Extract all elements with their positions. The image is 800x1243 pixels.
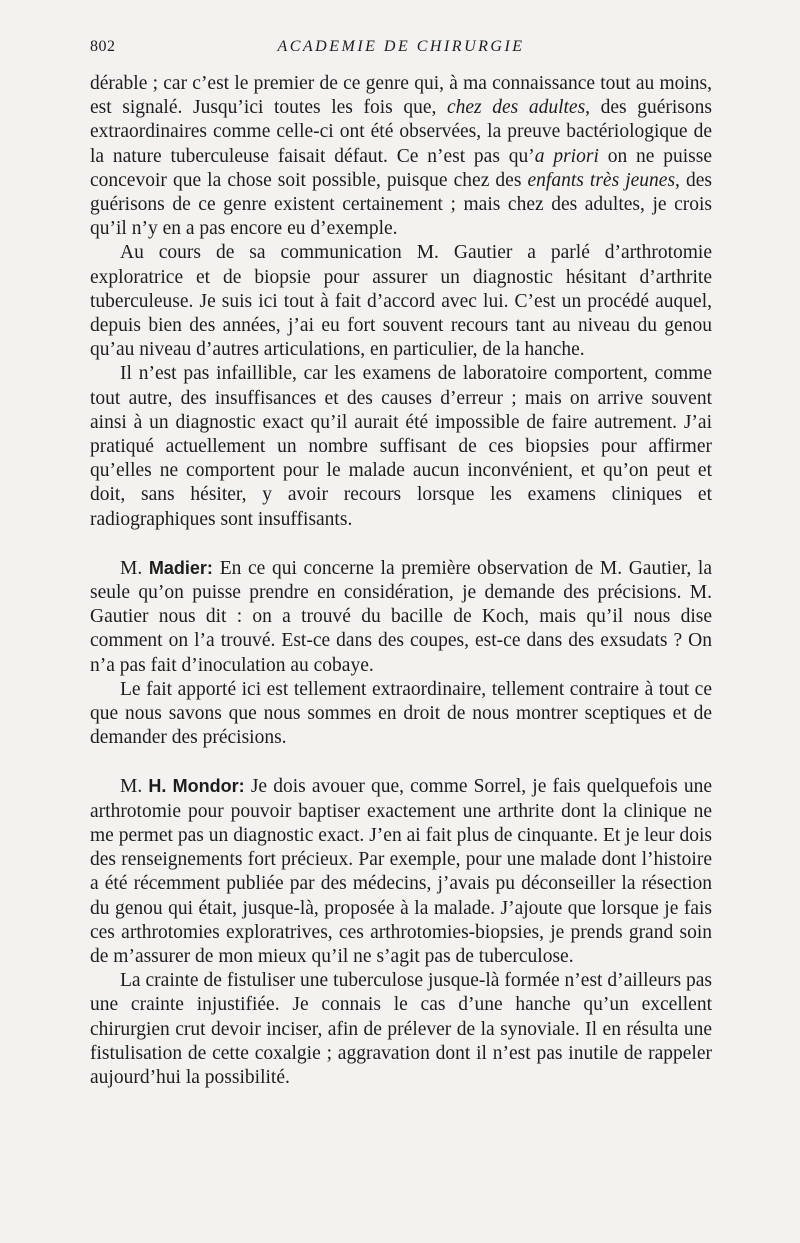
paragraph: Le fait apporté ici est tellement extraordinaire, tellement contraire à tout ce que nous savons que nous sommes en droit de nous montrer sceptiques et de demander des précisions.	[90, 678, 712, 749]
running-head: ACADEMIE DE CHIRURGIE	[277, 38, 525, 55]
speaker-text: Je dois avouer que, comme Sorrel, je fais quelquefois une arthrotomie pour pouvoir baptiser exactement une arthrite dont la clinique ne me permet pas un diagnostic exact. J’en ai fait plus de cinquante. Et je leur dois des renseignements fort précieux. Par exemple, pour une malade dont l’histoire a été récemment publiée par des médecins, j’avais pu déconseiller la résection du genou qui était, jusque-là, proposée à la malade. J’ajoute que lorsque je fais ces arthrotomies exploratrives, ces arthrotomies-biopsies, je prends grand soin de m’assurer de mon mieux qu’il ne s’agit pas de tuberculose.	[90, 776, 713, 967]
text-run: on ne puisse concevoir que la chose soit possible, puisque chez des	[90, 145, 712, 191]
speaker-text: En ce qui concerne la première observation de M. Gautier, la seule qu’on puisse prendre en considération, je demande des précisions. M. Gautier nous dit : on a trouvé du bacille de Koch, mais qu’il nous dise comment on l’a trouvé. Est-ce dans des coupes, est-ce dans des exsudats ? On n’a pas fait d’inoculation au cobaye.	[90, 557, 713, 676]
speaker-name: Madier	[148, 557, 207, 578]
paragraph: La crainte de fistuliser une tuberculose jusque-là formée n’est d’ailleurs pas une crainte injustifiée. Je connais le cas d’une hanche qu’un excellent chirurgien crut devoir inciser, afin de prélever de la synoviale. Il en résulta une fistulisation de cette coxalgie ; aggravation dont il n’est pas inutile de rappeler aujourd’hui la possibilité.	[90, 970, 712, 1088]
italic-run: chez des adultes	[446, 97, 586, 119]
text-run: dérable ; car c’est le premier de ce genre qui, à ma connaissance tout au moins, est signalé. Jusqu’ici toutes les fois que,	[90, 73, 712, 119]
speaker-paragraph	[90, 556, 712, 678]
text-run: , des guérisons extraordinaires comme celle-ci ont été observées, la preuve bactériologique de la nature tuberculeuse faisait défaut. Ce n’est pas qu’	[90, 97, 712, 167]
speaker-prefix: M.	[120, 776, 149, 798]
paragraph-continuation	[90, 72, 712, 241]
speaker-separator: :	[238, 776, 251, 797]
paragraph: Au cours de sa communication M. Gautier a parlé d’arthrotomie exploratrice et de biopsie pour assurer un diagnostic hésitant d’arthrite tuberculeuse. Je suis ici tout à fait d’accord avec lui. C’est un procédé auquel, depuis bien des années, j’ai eu fort souvent recours tant au niveau du genou qu’au niveau d’autres articulations, en particulier, de la hanche.	[90, 242, 712, 361]
speaker-prefix: M.	[120, 557, 149, 579]
italic-run: enfants très jeunes	[527, 169, 676, 191]
page-number: 802	[90, 38, 116, 55]
text-run: , des guérisons de ce genre existent certainement ; mais chez des adultes, je crois qu’il n’y en a pas encore eu d’exemple.	[90, 169, 712, 240]
italic-run: a priori	[534, 145, 599, 167]
speaker-name: H. Mondor	[148, 776, 239, 797]
speaker-separator: :	[206, 557, 220, 578]
paragraph: Il n’est pas infaillible, car les examens de laboratoire comportent, comme tout autre, des insuffisances et des causes d’erreur ; mais on arrive souvent ainsi à un diagnostic exact qu’il aurait été impossible de faire autrement. J’ai pratiqué actuellement un nombre suffisant de ces biopsies pour affirmer qu’elles ne comportent pour le malade aucun inconvénient, et qu’on peut et doit, sans hésiter, y avoir recours lorsque les examens cliniques et radiographiques sont insuffisants.	[90, 363, 712, 530]
body-text	[90, 72, 712, 1090]
speaker-paragraph	[90, 774, 712, 969]
page-header	[90, 38, 712, 62]
